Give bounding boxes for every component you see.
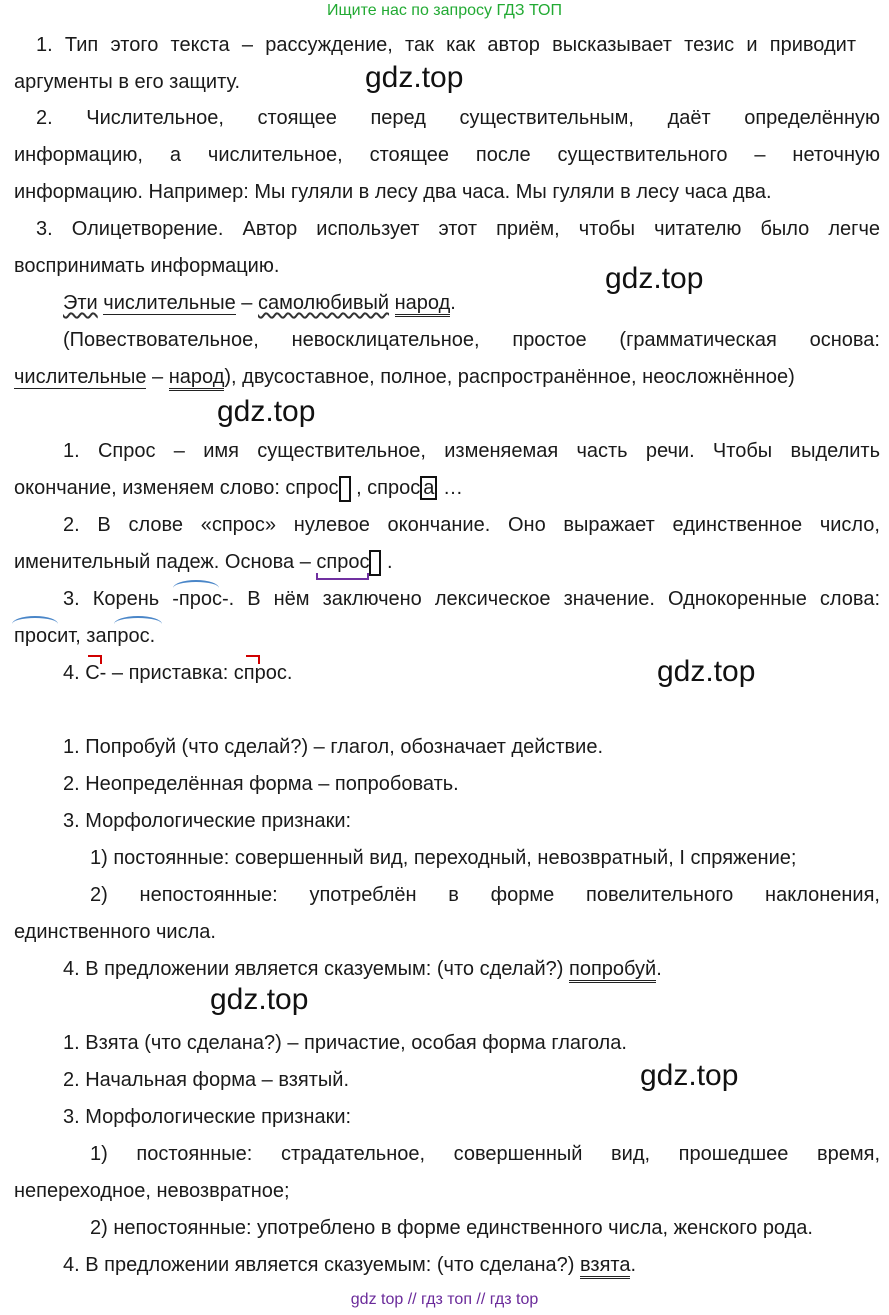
paragraph-line: информацию. Например: Мы гуляли в лесу два часа. Мы гуляли в лесу часа два.: [14, 181, 772, 203]
ending-box: [339, 476, 351, 502]
paragraph-line: [63, 957, 880, 981]
paragraph-line: 1) постоянные: страдательное, совершенный вид, прошедшее время,: [90, 1143, 880, 1165]
parsed-sentence: [63, 291, 880, 315]
paragraph-line: [63, 1253, 880, 1277]
paragraph-line: 1. Попробуй (что сделай?) – глагол, обозначает действие.: [63, 736, 604, 758]
paragraph-line: 1. Взята (что сделана?) – причастие, особая форма глагола.: [63, 1032, 627, 1054]
period: .: [450, 292, 456, 314]
ending-box: [369, 550, 381, 576]
paragraph-line: 2. В слове «спрос» нулевое окончание. Оно выражает единственное число,: [63, 514, 880, 536]
text: именительный падеж. Основа –: [14, 551, 317, 573]
watermark: gdz.top: [605, 262, 704, 295]
text: 4. В предложении является сказуемым: (что сделана?): [63, 1254, 581, 1276]
stem-mark: [316, 573, 369, 580]
watermark: gdz.top: [657, 655, 756, 688]
paragraph-line: единственного числа.: [14, 921, 216, 943]
predicate-word: народ: [169, 366, 225, 391]
paragraph-line: 3. Олицетворение. Автор использует этот приём, чтобы читателю было легче: [36, 218, 880, 240]
predicate-word: взята: [580, 1254, 630, 1279]
paragraph-line: 2) непостоянные: употреблён в форме повелительного наклонения,: [90, 884, 880, 906]
paragraph-line: 1) постоянные: совершенный вид, переходный, невозвратный, I спряжение;: [90, 847, 797, 869]
paragraph-line: 2. Начальная форма – взятый.: [63, 1069, 350, 1091]
paragraph-line: просит, запрос.: [14, 625, 156, 647]
text: ), двусоставное, полное, распространённое, неосложнённое): [224, 366, 795, 388]
paragraph-line: воспринимать информацию.: [14, 255, 280, 277]
dash: –: [235, 292, 258, 314]
watermark: gdz.top: [217, 395, 316, 428]
subject-word: числительные: [103, 292, 236, 314]
text: 4. В предложении является сказуемым: (что сделай?): [63, 958, 570, 980]
watermark: gdz.top: [640, 1059, 739, 1092]
subject-word: числительные: [14, 366, 147, 388]
predicate-word: народ: [395, 292, 451, 317]
dash: –: [146, 366, 169, 388]
footer-links: gdz top // гдз топ // гдз top: [350, 1291, 539, 1308]
paragraph-line: [14, 476, 880, 502]
text: , спрос: [350, 477, 421, 499]
stem-word: [316, 550, 369, 574]
predicate-word: попробуй: [569, 958, 656, 983]
text: …: [437, 477, 463, 499]
search-banner: Ищите нас по запросу ГДЗ ТОП: [327, 2, 562, 19]
watermark: gdz.top: [365, 61, 464, 94]
paragraph-line: 3. Морфологические признаки:: [63, 1106, 352, 1128]
ending-box: а: [420, 476, 437, 500]
paragraph-line: 2) непостоянные: употреблено в форме единственного числа, женского рода.: [90, 1217, 813, 1239]
paragraph-line: 4. С- – приставка: спрос.: [63, 662, 293, 684]
paragraph-line: [14, 365, 880, 389]
attribute-word: самолюбивый: [258, 292, 390, 314]
attribute-word: Эти: [63, 292, 98, 314]
text: окончание, изменяем слово: спрос: [14, 477, 339, 499]
paragraph-line: 1. Спрос – имя существительное, изменяемая часть речи. Чтобы выделить: [63, 440, 880, 462]
watermark: gdz.top: [210, 983, 309, 1016]
paragraph-line: информацию, а числительное, стоящее после существительного – неточную: [14, 144, 880, 166]
paragraph-line: 3. Корень -прос-. В нём заключено лексическое значение. Однокоренные слова:: [63, 588, 880, 610]
text: .: [630, 1254, 637, 1276]
paragraph-line: аргументы в его защиту.: [14, 71, 241, 93]
stem-text: спрос: [316, 551, 370, 573]
paragraph-line: 3. Морфологические признаки:: [63, 810, 352, 832]
text: .: [656, 958, 662, 980]
paragraph-line: непереходное, невозвратное;: [14, 1180, 290, 1202]
paragraph-line: 1. Тип этого текста – рассуждение, так как автор высказывает тезис и приводит: [36, 34, 856, 56]
paragraph-line: 2. Неопределённая форма – попробовать.: [63, 773, 459, 795]
paragraph-line: (Повествовательное, невосклицательное, простое (грамматическая основа:: [63, 329, 880, 351]
paragraph-line: 2. Числительное, стоящее перед существительным, даёт определённую: [36, 107, 880, 129]
paragraph-line: [14, 550, 880, 576]
text: .: [381, 551, 393, 573]
